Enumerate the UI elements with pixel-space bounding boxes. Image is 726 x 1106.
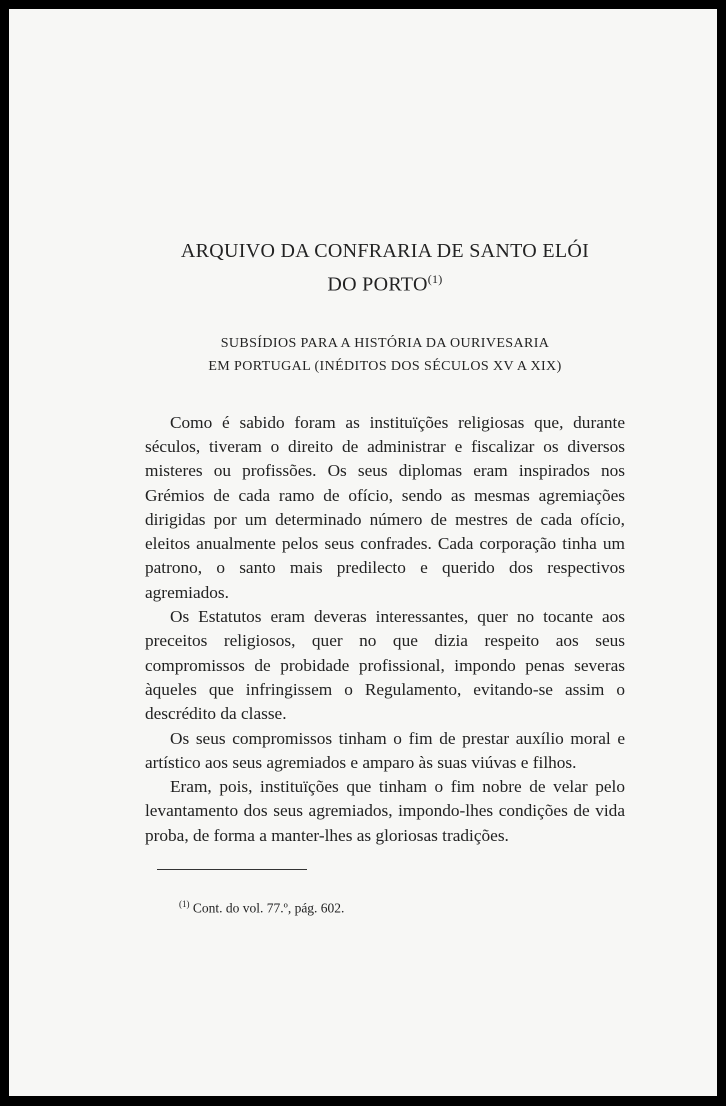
subtitle-line-1: SUBSÍDIOS PARA A HISTÓRIA DA OURIVESARIA: [220, 335, 550, 351]
footnote-divider: [157, 869, 307, 870]
article-title: [145, 237, 625, 299]
article-subtitle: [145, 332, 625, 378]
title-line-1: ARQUIVO DA CONFRARIA DE SANTO ELÓI: [180, 240, 590, 262]
paragraph: Os seus compromissos tinham o fim de prestar auxílio moral e artístico aos seus agremiados e amparo às suas viúvas e filhos.: [145, 728, 625, 772]
subtitle-line-2: EM PORTUGAL (INÉDITOS DOS SÉCULOS XV A XIX): [208, 358, 562, 374]
footnote: [179, 895, 625, 918]
article-body: [145, 411, 625, 848]
footnote-text: Cont. do vol. 77.º, pág. 602.: [192, 900, 345, 916]
title-line-2: DO PORTO: [327, 273, 428, 296]
document-page: [9, 9, 717, 1096]
paragraph: Como é sabido foram as instituïções religiosas que, durante séculos, tiveram o direito de administrar e fiscalizar os diversos misteres ou profissões. Os seus diplomas eram inspirados nos Grémios de cada ramo de ofício, sendo as mesmas agremiações dirigidas por um determinado número de mestres de cada ofício, eleitos anualmente pelos seus confrades. Cada corporação tinha um patrono, o santo mais predilecto e querido dos respectivos agremiados.: [145, 412, 625, 602]
paragraph: Eram, pois, instituïções que tinham o fim nobre de velar pelo levantamento dos seus agremiados, impondo-lhes condições de vida proba, de forma a manter-lhes as gloriosas tradições.: [145, 777, 625, 845]
footnote-mark: (1): [179, 899, 190, 909]
article: [145, 237, 625, 918]
title-footnote-ref: (1): [427, 272, 443, 286]
paragraph: Os Estatutos eram deveras interessantes, quer no tocante aos preceitos religiosos, quer no que dizia respeito aos seus compromissos de probidade profissional, impondo penas severas àqueles que infringissem o Regulamento, evitando-se assim o descrédito da classe.: [145, 607, 625, 724]
